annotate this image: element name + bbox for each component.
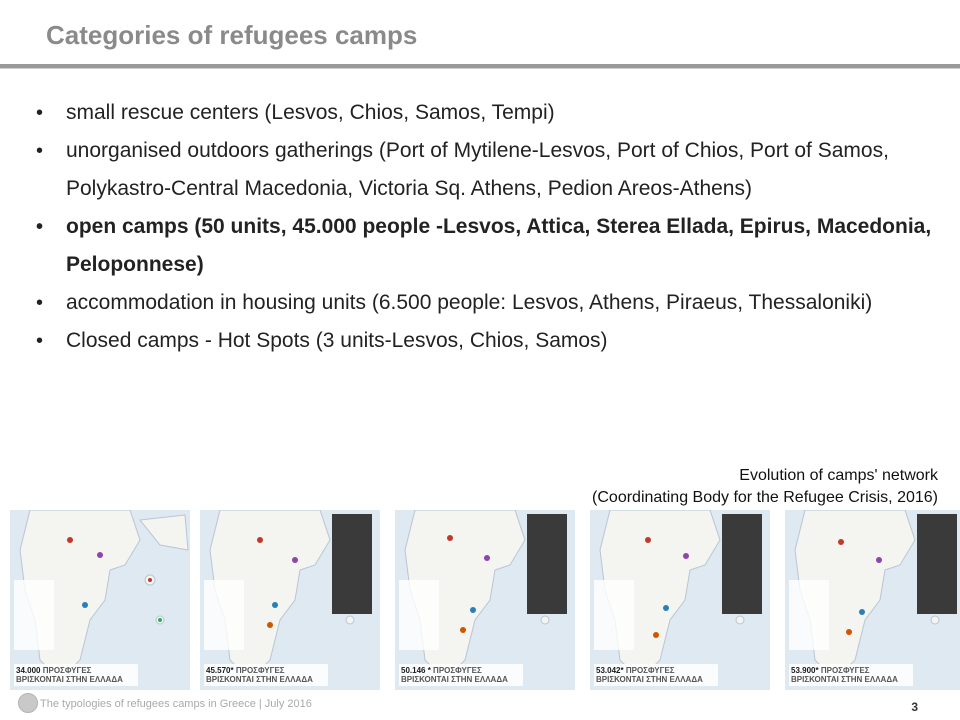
evolution-source: (Coordinating Body for the Refugee Crisis, 2016) (592, 489, 938, 506)
maps-strip (0, 510, 960, 690)
map-note-box (332, 514, 372, 614)
map-caption (14, 664, 138, 686)
greece-map-illustration (10, 510, 190, 690)
map-caption-line1: ΠΡΟΣΦΥΓΕΣ (42, 666, 92, 675)
bullet-item-bold: • open camps (50 units, 45.000 people -Lesvos, Attica, Sterea Ellada, Epirus, Macedonia, Peloponnese) (36, 208, 936, 284)
bullet-item: • unorganised outdoors gatherings (Port of Mytilene-Lesvos, Port of Chios, Port of Samos, Polykastro-Central Macedonia, Victoria Sq. Athens, Pedion Areos-Athens) (36, 132, 936, 208)
map-note-box (527, 514, 567, 614)
slide-title: Categories of refugees camps (46, 20, 418, 50)
map-caption-line2: ΒΡΙΣΚΟΝΤΑΙ ΣΤΗΝ ΕΛΛΑΔΑ (596, 675, 703, 684)
map-caption (204, 664, 328, 686)
map-caption-line1: ΠΡΟΣΦΥΓΕΣ (625, 666, 675, 675)
university-logo-icon (18, 693, 38, 713)
map-caption-line1: ΠΡΟΣΦΥΓΕΣ (433, 666, 482, 675)
map-caption-line2: ΒΡΙΣΚΟΝΤΑΙ ΣΤΗΝ ΕΛΛΑΔΑ (16, 675, 123, 684)
map-panel (395, 510, 575, 690)
bullet-item: • accommodation in housing units (6.500 people: Lesvos, Athens, Piraeus, Thessaloniki) (36, 284, 936, 322)
map-caption-line2: ΒΡΙΣΚΟΝΤΑΙ ΣΤΗΝ ΕΛΛΑΔΑ (401, 675, 508, 684)
map-panel (10, 510, 190, 690)
map-note-box (917, 514, 957, 614)
bullet-item: • Closed camps - Hot Spots (3 units-Lesvos, Chios, Samos) (36, 322, 936, 360)
bullet-list (36, 94, 936, 360)
refugee-count: 53.042* (596, 666, 624, 675)
refugee-count: 45.570* (206, 666, 234, 675)
map-caption-line1: ΠΡΟΣΦΥΓΕΣ (820, 666, 870, 675)
map-caption (594, 664, 718, 686)
map-caption-line2: ΒΡΙΣΚΟΝΤΑΙ ΣΤΗΝ ΕΛΛΑΔΑ (206, 675, 313, 684)
refugee-count: 50.146 * (401, 666, 431, 675)
evolution-title: Evolution of camps' network (739, 467, 938, 484)
evolution-caption (592, 465, 938, 509)
page-number: 3 (911, 700, 918, 714)
map-caption (399, 664, 523, 686)
map-panel (785, 510, 960, 690)
map-caption (789, 664, 913, 686)
refugee-count: 34.000 (16, 666, 41, 675)
map-caption-line2: ΒΡΙΣΚΟΝΤΑΙ ΣΤΗΝ ΕΛΛΑΔΑ (791, 675, 898, 684)
refugee-count: 53.900* (791, 666, 819, 675)
title-divider (0, 64, 960, 69)
bullet-item: • small rescue centers (Lesvos, Chios, Samos, Tempi) (36, 94, 936, 132)
footer-text: The typologies of refugees camps in Greece | July 2016 (40, 698, 312, 710)
map-panel (590, 510, 770, 690)
map-note-box (722, 514, 762, 614)
map-caption-line1: ΠΡΟΣΦΥΓΕΣ (235, 666, 285, 675)
map-panel (200, 510, 380, 690)
